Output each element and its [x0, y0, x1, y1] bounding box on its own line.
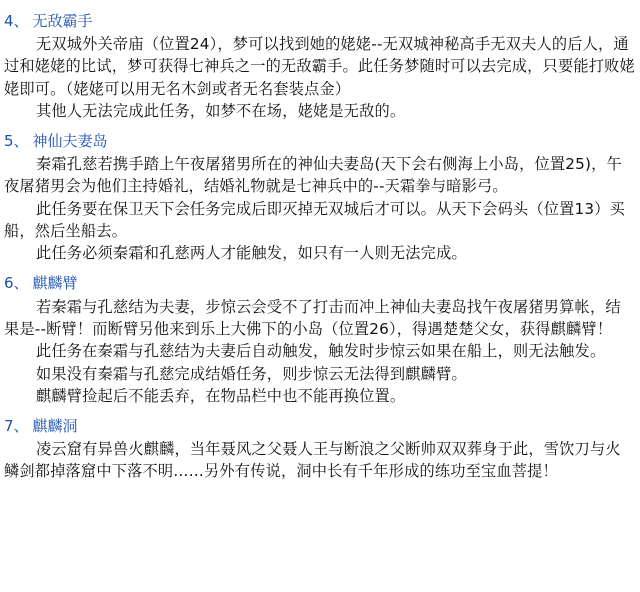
paragraph: 秦霜孔慈若携手踏上午夜屠猪男所在的神仙夫妻岛(天下会右侧海上小岛，位置25)，午夜屠猪男会为他们主持婚礼，结婚礼物就是七神兵中的--天霜拳与暗影弓。 — [4, 155, 622, 196]
paragraph: 无双城外关帝庙（位置24），梦可以找到她的姥姥--无双城神秘高手无双夫人的后人，通过和姥姥的比试，梦可获得七神兵之一的无敌霸手。此任务梦随时可以去完成，只要能打败姥姥即可。（姥姥可以用无名木剑或者无名套装点金） — [4, 35, 635, 98]
section-title: 神仙夫妻岛 — [32, 131, 108, 150]
section-7 — [4, 412, 636, 483]
paragraph: 凌云窟有异兽火麒麟，当年聂风之父聂人王与断浪之父断帅双双葬身于此，雪饮刀与火鳞剑都掉落窟中下落不明……另外有传说，洞中长有千年形成的练功至宝血菩提！ — [4, 440, 621, 481]
section-title: 麒麟臂 — [32, 274, 78, 293]
section-number: 7、 — [4, 416, 29, 435]
section-heading — [4, 7, 636, 33]
paragraph: 其他人无法完成此任务，如梦不在场，姥姥是无敌的。 — [36, 101, 406, 120]
paragraph: 此任务必须秦霜和孔慈两人才能触发，如只有一人则无法完成。 — [36, 244, 467, 263]
section-title: 无敌霸手 — [32, 11, 93, 30]
section-heading — [4, 270, 636, 296]
section-title: 麒麟洞 — [32, 416, 78, 435]
paragraph: 此任务在秦霜与孔慈结为夫妻后自动触发，触发时步惊云如果在船上，则无法触发。 — [36, 342, 606, 361]
section-6 — [4, 270, 636, 407]
section-number: 6、 — [4, 274, 29, 293]
paragraph: 若秦霜与孔慈结为夫妻，步惊云会受不了打击而冲上神仙夫妻岛找午夜屠猪男算帐，结果是--断臂！而断臂另他来到乐上大佛下的小岛（位置26），得遇楚楚父女，获得麒麟臂！ — [4, 297, 621, 338]
section-5 — [4, 127, 636, 264]
section-number: 4、 — [4, 11, 29, 30]
section-heading — [4, 412, 636, 438]
paragraph: 麒麟臂捡起后不能丢弃，在物品栏中也不能再换位置。 — [36, 386, 406, 405]
paragraph: 此任务要在保卫天下会任务完成后即灭掉无双城后才可以。从天下会码头（位置13）买船，然后坐船去。 — [4, 199, 626, 241]
section-number: 5、 — [4, 131, 29, 150]
paragraph: 如果没有秦霜与孔慈完成结婚任务，则步惊云无法得到麒麟臂。 — [36, 364, 467, 383]
section-4 — [4, 7, 636, 122]
section-heading — [4, 127, 636, 153]
